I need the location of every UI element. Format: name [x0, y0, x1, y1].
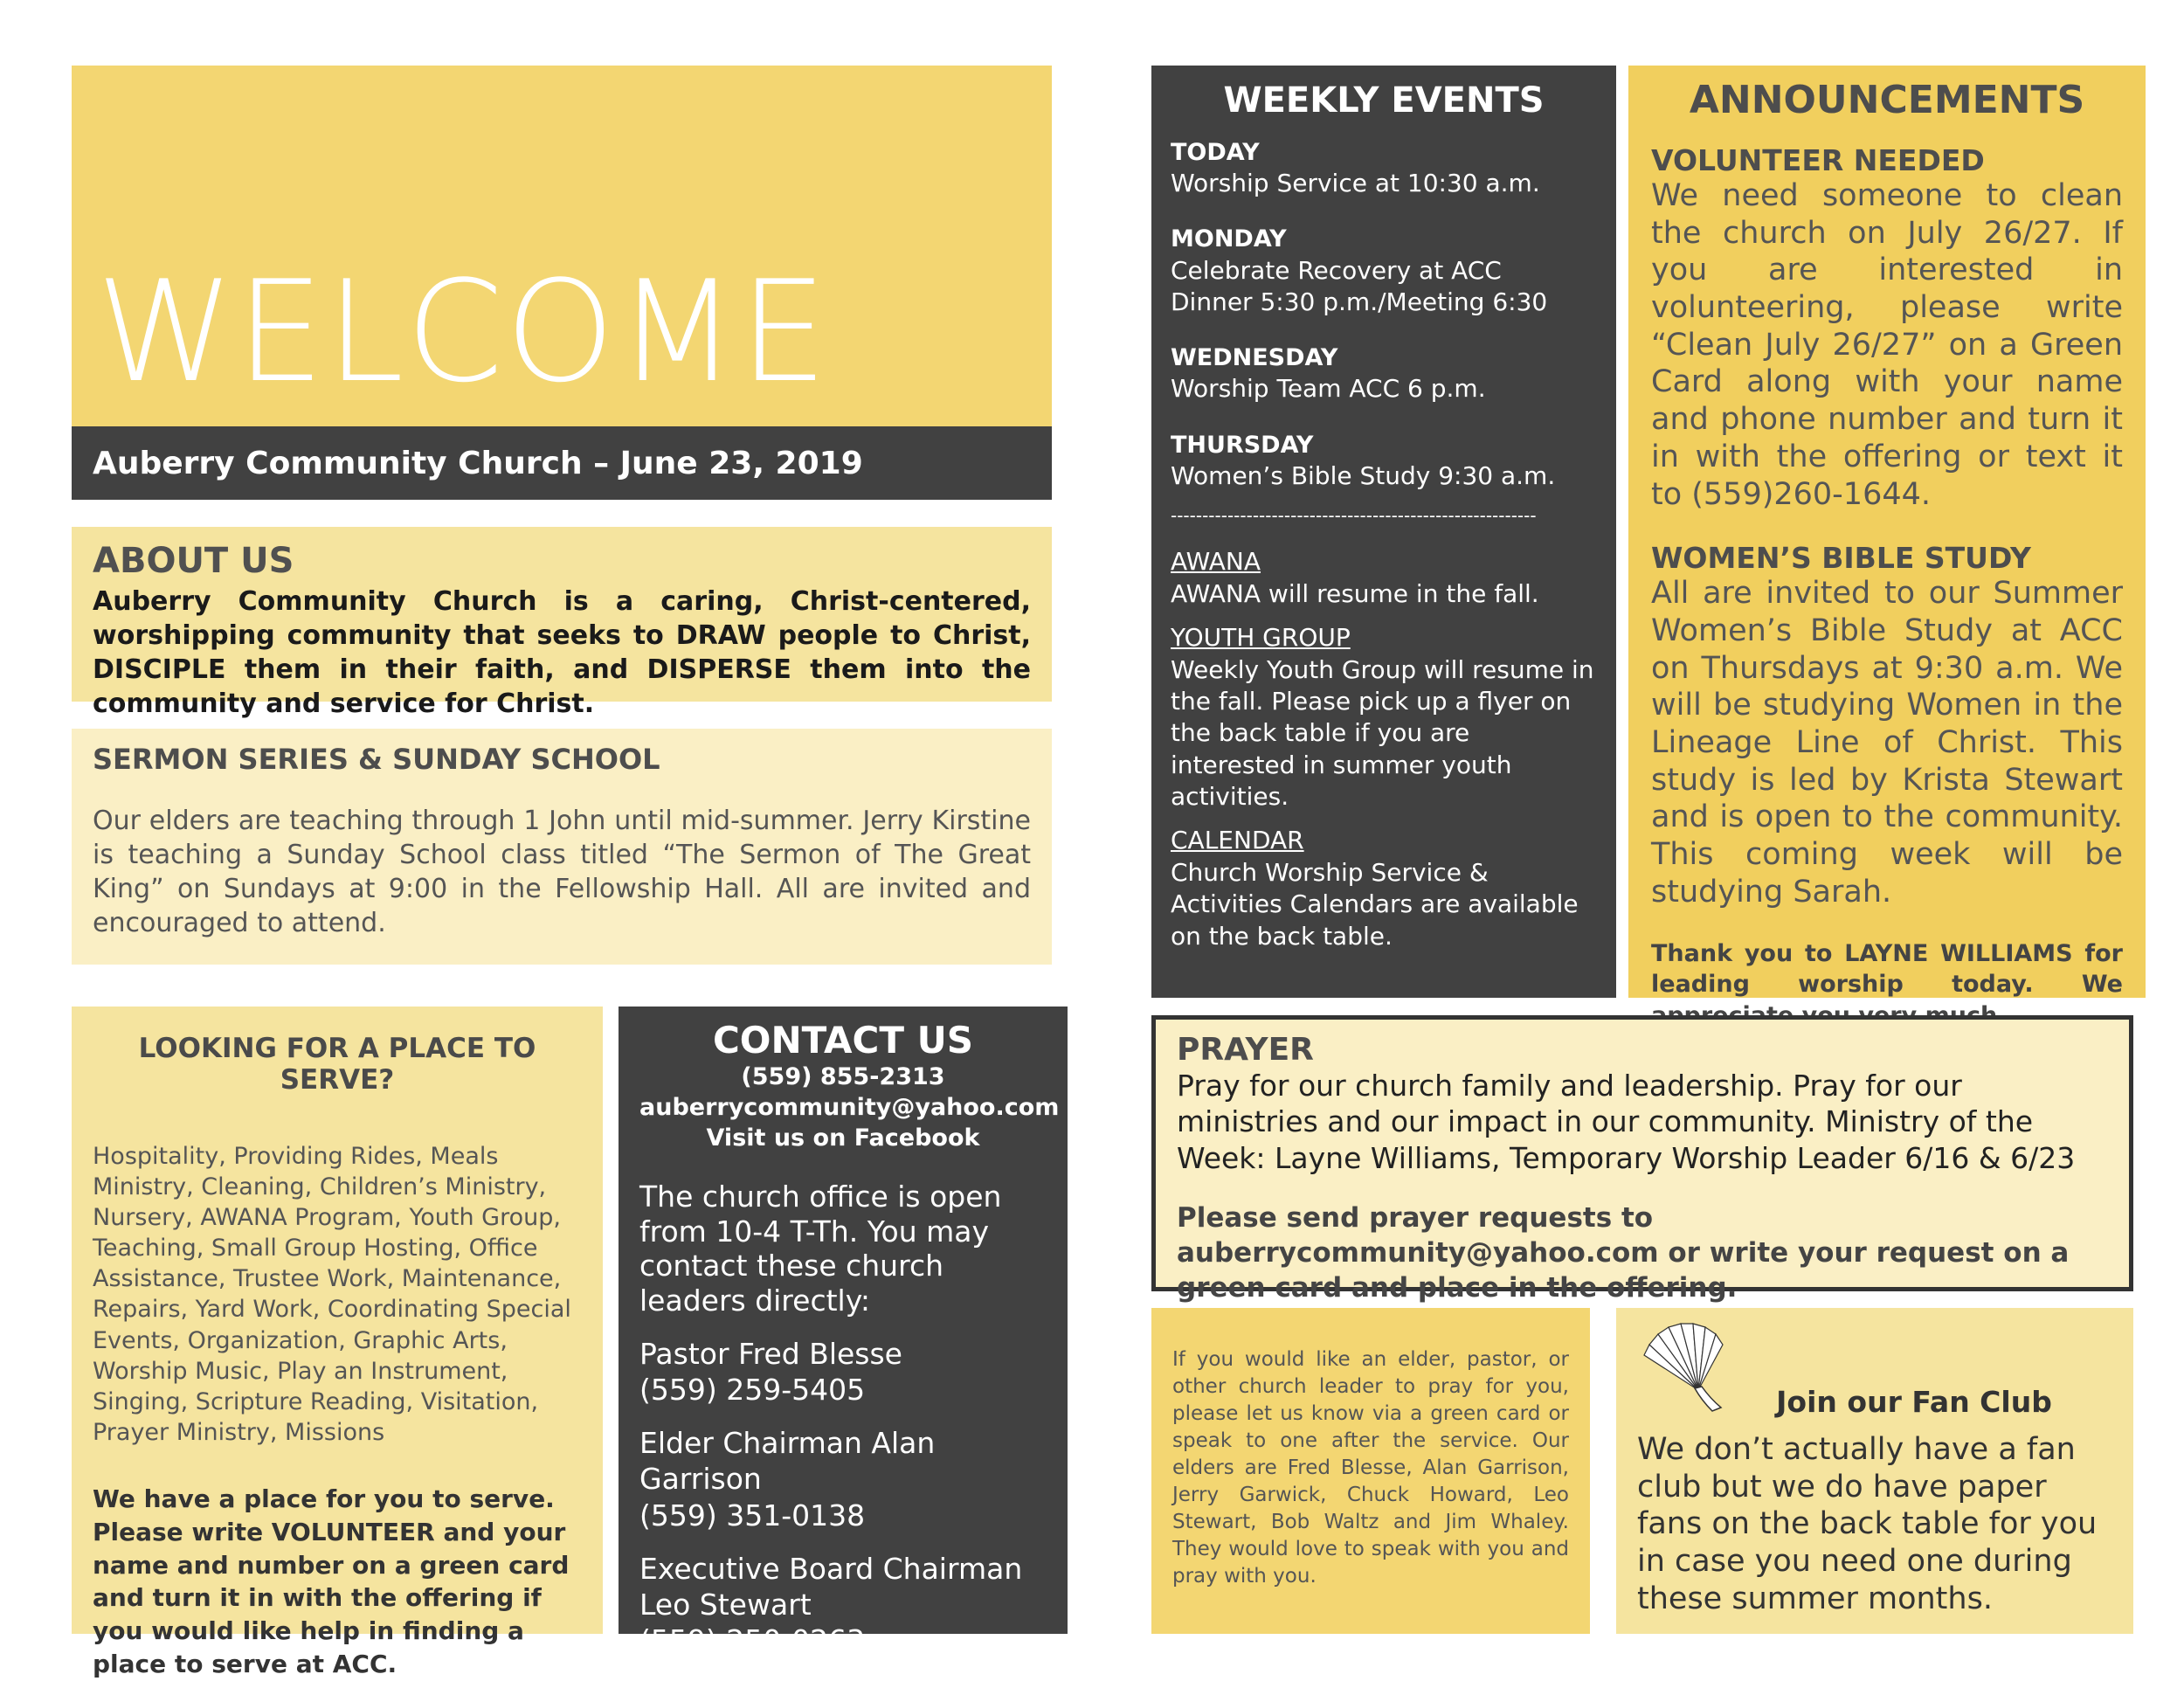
volunteer-call-to-action: We have a place for you to serve. Please write VOLUNTEER and your name and number on a green card and turn it in with the offering if you would like help in finding a place to serve at ACC. [93, 1484, 570, 1678]
announcements-title: ANNOUNCEMENTS [1689, 78, 2085, 122]
event-line: Celebrate Recovery at ACC [1171, 255, 1502, 285]
event-day-group [1171, 342, 1597, 405]
leader-name: Elder Chairman Alan Garrison [639, 1426, 936, 1497]
contact-email: auberrycommunity@yahoo.com [639, 1094, 1060, 1122]
leader-phone: (559) 351-0138 [639, 1498, 866, 1532]
leader-phone: (559) 259-5405 [639, 1372, 866, 1407]
weekly-events-title: WEEKLY EVENTS [1223, 80, 1545, 121]
event-day: WEDNESDAY [1171, 344, 1338, 372]
fan-club-section [1616, 1308, 2133, 1634]
welcome-heading: WELCOME [96, 250, 830, 413]
fan-club-text: We don’t actually have a fan club but we do have paper fans on the back table for you in case you need one during these summer months. [1637, 1432, 2098, 1616]
event-item [1171, 825, 1597, 952]
bible-study-text: All are invited to our Summer Women’s Bible Study at ACC on Thursdays at 9:30 a.m. We will be studying Women in the Lineage Line of Christ. This study is led by Krista Stewart and is open to the community. This coming week will be studying Sarah. [1651, 576, 2123, 910]
contact-us-title: CONTACT US [712, 1019, 974, 1062]
event-item-title: CALENDAR [1171, 826, 1304, 855]
hand-fan-icon [1637, 1320, 1733, 1416]
leader-name: Executive Board Chairman Leo Stewart [639, 1551, 1023, 1622]
church-date-title: Auberry Community Church – June 23, 2019 [72, 426, 1052, 500]
event-item [1171, 546, 1597, 610]
thanks-note: Thank you to LAYNE WILLIAMS for leading worship today. We [1651, 940, 2123, 999]
elder-prayer-section [1151, 1308, 1590, 1634]
place-to-serve-title: LOOKING FOR A PLACE TO SERVE? [138, 1033, 536, 1096]
event-day: MONDAY [1171, 225, 1287, 253]
about-us-title: ABOUT US [93, 541, 294, 581]
contact-us-section [619, 1007, 1068, 1658]
dashed-divider: ---------------------------------------------------------- [1171, 505, 1537, 527]
weekly-events-section [1151, 66, 1616, 998]
elder-prayer-text: If you would like an elder, pastor, or other church leader to pray for you, please let us know via a green card or speak to one after the service. Our elders are Fred Blesse, Alan Garrison, Jerry Garwick, Chuck Howard, Leo Stewart, Bob Waltz and Jim Whaley. They would love to speak with you and pray with you. [1172, 1348, 1569, 1588]
volunteer-needed-text: We need someone to clean the church on July 26/27. If you are interested in volunteering, please write “Clean July 26/27” on a Green Card along with your name and phone number and turn it in with the offering or text it to (559)260-1644. [1651, 178, 2123, 512]
leader-name: Pastor Fred Blesse [639, 1336, 902, 1371]
event-item [1171, 622, 1597, 813]
event-line: Dinner 5:30 p.m./Meeting 6:30 [1171, 287, 1548, 316]
announcements-section [1628, 66, 2146, 998]
event-day-group [1171, 137, 1597, 199]
fan-club-title: Join our Fan Club [1776, 1385, 2052, 1419]
event-item-text: AWANA will resume in the fall. [1171, 578, 1539, 608]
place-to-serve-section [72, 1007, 603, 1678]
event-day: TODAY [1171, 139, 1260, 166]
about-us-section [72, 527, 1052, 719]
contact-phone: (559) 855-2313 [741, 1063, 945, 1090]
prayer-title: PRAYER [1177, 1032, 1314, 1068]
prayer-text: Pray for our church family and leadership. Pray for our ministries and our impact in our community. Ministry of the Week: Layne Williams, Temporary Worship Leader 6/16 & 6/23 [1177, 1069, 2076, 1175]
sermon-series-title: SERMON SERIES & SUNDAY SCHOOL [93, 743, 660, 776]
event-item-text: Weekly Youth Group will resume in the fall. Please pick up a flyer on the back table if you are interested in summer youth activities. [1171, 654, 1594, 812]
event-line: Worship Team ACC 6 p.m. [1171, 374, 1486, 404]
prayer-request-note: Please send prayer requests to auberrycommunity@yahoo.com or write your request on a green card and place in the offering. [1177, 1201, 2070, 1304]
event-item-title: YOUTH GROUP [1171, 623, 1351, 653]
event-day-group [1171, 430, 1597, 492]
sermon-series-text: Our elders are teaching through 1 John until mid-summer. Jerry Kirstine is teaching a Sunday School class titled “The Sermon of The Great King” on Sundays at 9:00 in the Fellowship Hall. All are invited and encouraged to attend. [93, 806, 1031, 938]
event-day-group [1171, 224, 1597, 318]
sermon-series-section [72, 729, 1052, 965]
volunteer-needed-title: VOLUNTEER NEEDED [1651, 143, 1985, 177]
bible-study-title: WOMEN’S BIBLE STUDY [1651, 541, 2031, 576]
ministry-list: Hospitality, Providing Rides, Meals Ministry, Cleaning, Children’s Ministry, Nursery, AWANA Program, Youth Group, Teaching, Small Group Hosting, Office Assistance, Trustee Work, Maintenance, Repairs, Yard Work, Coordinating Special Events, Organization, Graphic Arts, Worship Music, Play an Instrument, Singing, Scripture Reading, Visitation, Prayer Ministry, Missions [93, 1143, 571, 1446]
event-day: THURSDAY [1171, 431, 1314, 459]
about-us-text: Auberry Community Church is a caring, Christ-centered, worshipping community that seeks to DRAW people to Christ, DISCIPLE them in their faith, and DISPERSE them into the community and service for Christ. [93, 586, 1031, 719]
event-line: Worship Service at 10:30 a.m. [1171, 169, 1540, 198]
leader-contact [639, 1551, 1047, 1659]
leader-phone: (559) 250-0263 [639, 1623, 866, 1658]
leader-contact [639, 1425, 1047, 1533]
event-item-title: AWANA [1171, 547, 1261, 577]
prayer-section [1151, 1015, 2133, 1304]
event-item-text: Church Worship Service & Activities Calendars are available on the back table. [1171, 857, 1579, 951]
event-line: Women’s Bible Study 9:30 a.m. [1171, 460, 1556, 490]
office-hours-text: The church office is open from 10-4 T-Th. You may contact these church leaders directly: [639, 1180, 1002, 1318]
welcome-banner [72, 66, 1052, 426]
facebook-link: Visit us on Facebook [706, 1124, 980, 1152]
leader-contact [639, 1336, 1047, 1408]
